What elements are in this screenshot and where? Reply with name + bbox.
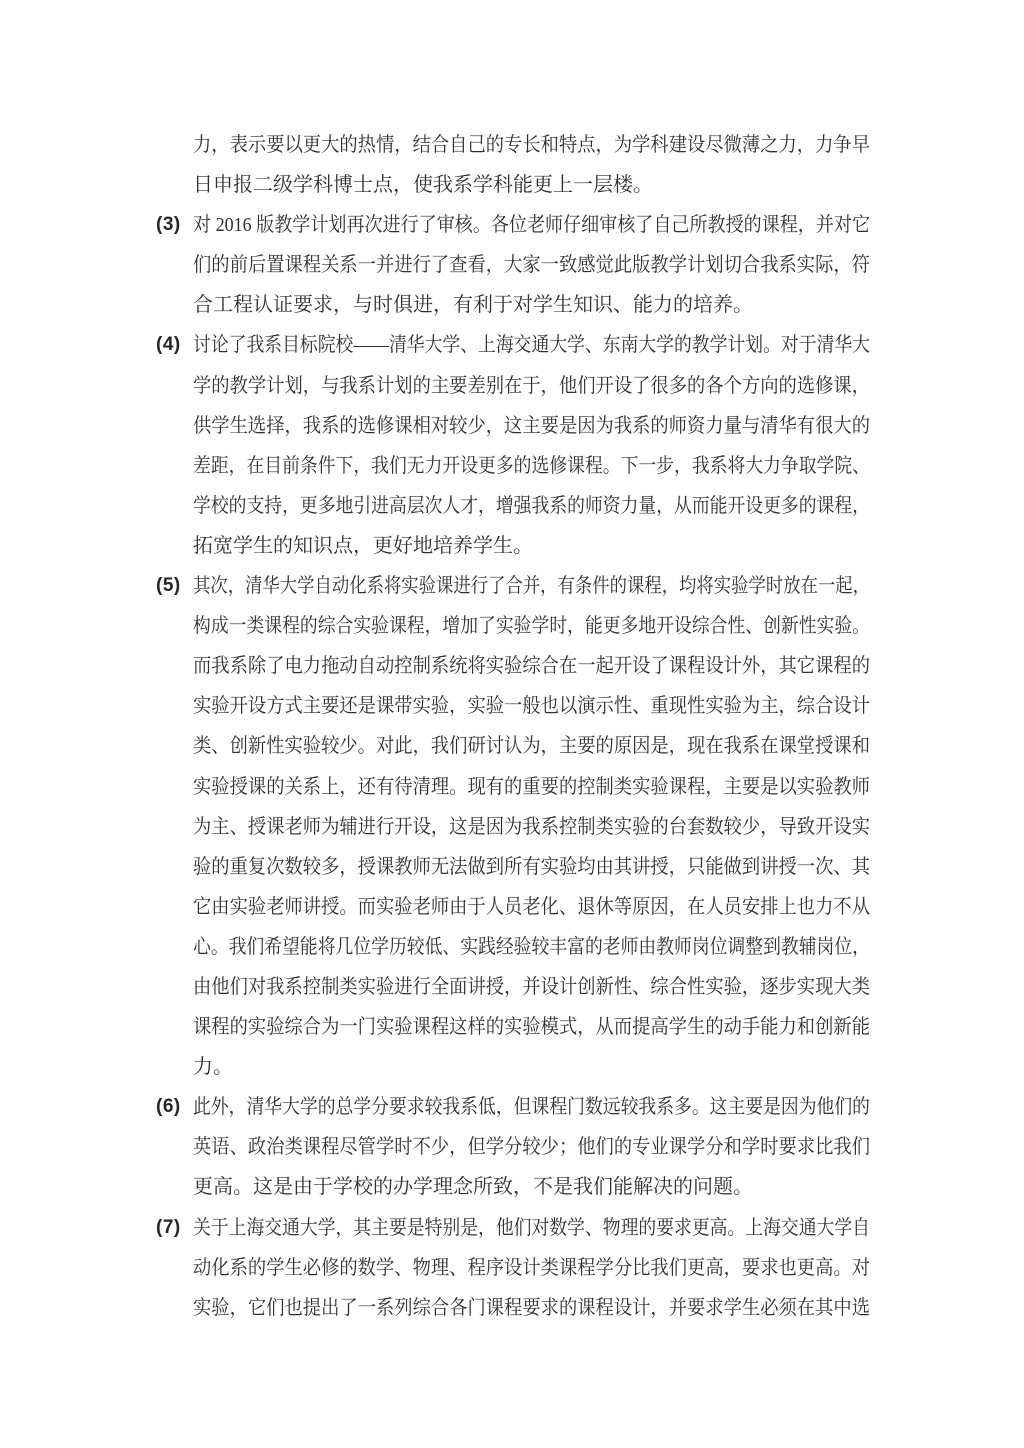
text-line <box>193 1167 870 1207</box>
text-line-content: 学的教学计划，与我系计划的主要差别在于，他们开设了很多的各个方向的选修课， <box>193 374 870 397</box>
text-line <box>193 807 870 847</box>
text-line <box>193 526 870 566</box>
text-line <box>193 446 870 486</box>
paragraph <box>156 125 870 205</box>
text-line <box>193 967 870 1007</box>
text-line-content: 合工程认证要求，与时俱进，有利于对学生知识、能力的培养。 <box>193 294 753 317</box>
text-line <box>193 366 870 406</box>
text-line-content: 为主、授课老师为辅进行开设，这是因为我系控制类实验的台套数较少，导致开设实 <box>193 815 870 838</box>
paragraph-number: (3) <box>156 214 181 236</box>
text-line <box>193 887 870 927</box>
text-line <box>193 285 870 325</box>
paragraph <box>156 566 870 1087</box>
text-line <box>193 406 870 446</box>
text-line-content: 它由实验老师讲授。而实验老师由于人员老化、退休等原因，在人员安排上也力不从 <box>193 895 870 918</box>
text-line-content: 供学生选择，我系的选修课相对较少，这主要是因为我系的师资力量与清华有很大的 <box>193 414 870 437</box>
text-line <box>193 205 870 245</box>
text-line-content: 此外，清华大学的总学分要求较我系低，但课程门数远较我系多。这主要是因为他们的 <box>193 1096 870 1119</box>
text-line <box>193 486 870 526</box>
text-line-content: 验的重复次数较多，授课教师无法做到所有实验均由其讲授，只能做到讲授一次、其 <box>193 855 870 878</box>
text-line <box>193 726 870 766</box>
text-line <box>193 245 870 285</box>
text-line <box>193 767 870 807</box>
text-line <box>193 606 870 646</box>
text-line-content: 力，表示要以更大的热情，结合自己的专长和特点，为学科建设尽微薄之力，力争早 <box>193 134 870 156</box>
text-line-content: 力。 <box>193 1056 233 1079</box>
paragraph-number: (7) <box>156 1216 181 1238</box>
paragraph-number: (5) <box>156 575 181 597</box>
paragraph <box>156 205 870 325</box>
text-line-content: 而我系除了电力拖动自动控制系统将实验综合在一起开设了课程设计外，其它课程的 <box>193 655 870 678</box>
text-line <box>193 927 870 967</box>
text-line <box>193 1047 870 1087</box>
text-line-content: 由他们对我系控制类实验进行全面讲授，并设计创新性、综合性实验，逐步实现大类 <box>193 975 870 998</box>
paragraph <box>156 1208 870 1328</box>
text-line <box>193 1288 870 1328</box>
text-line <box>193 325 870 365</box>
paragraph <box>156 325 870 566</box>
paragraph-number: (4) <box>156 334 181 356</box>
paragraph-number: (6) <box>156 1096 181 1118</box>
text-line <box>193 165 870 205</box>
text-line-content: 课程的实验综合为一门实验课程这样的实验模式，从而提高学生的动手能力和创新能 <box>193 1016 870 1039</box>
text-line-content: 心。我们希望能将几位学历较低、实践经验较丰富的老师由教师岗位调整到教辅岗位， <box>193 935 870 958</box>
text-line-content: 英语、政治类课程尽管学时不少，但学分较少；他们的专业课学分和学时要求比我们 <box>193 1136 870 1159</box>
text-line-content: 差距，在目前条件下，我们无力开设更多的选修课程。下一步，我系将大力争取学院、 <box>193 454 870 477</box>
text-line-content: 日申报二级学科博士点，使我系学科能更上一层楼。 <box>193 174 653 197</box>
text-line-content: 动化系的学生必修的数学、物理、程序设计类课程学分比我们更高，要求也更高。对 <box>193 1256 870 1279</box>
text-line <box>193 1208 870 1248</box>
text-line-content: 学校的支持，更多地引进高层次人才，增强我系的师资力量，从而能开设更多的课程， <box>193 494 870 517</box>
text-line <box>193 1248 870 1288</box>
text-line-content: 更高。这是由于学校的办学理念所致，不是我们能解决的问题。 <box>193 1176 753 1199</box>
text-line-content: 对 2016 版教学计划再次进行了审核。各位老师仔细审核了自己所教授的课程，并对它 <box>193 214 870 237</box>
text-line <box>193 1087 870 1127</box>
text-line <box>193 847 870 887</box>
text-line-content: 其次，清华大学自动化系将实验课进行了合并，有条件的课程，均将实验学时放在一起， <box>193 575 870 598</box>
text-line-content: 实验授课的关系上，还有待清理。现有的重要的控制类实验课程，主要是以实验教师 <box>193 775 870 798</box>
text-line-content: 实验开设方式主要还是课带实验，实验一般也以演示性、重现性实验为主，综合设计 <box>193 695 870 718</box>
text-line <box>193 1127 870 1167</box>
text-line-content: 构成一类课程的综合实验课程，增加了实验学时，能更多地开设综合性、创新性实验。 <box>193 615 870 638</box>
document-body <box>156 125 870 1328</box>
text-line <box>193 125 870 165</box>
text-line-content: 实验，它们也提出了一系列综合各门课程要求的课程设计，并要求学生必须在其中选 <box>193 1296 870 1319</box>
text-line-content: 讨论了我系目标院校——清华大学、上海交通大学、东南大学的教学计划。对于清华大 <box>193 334 870 357</box>
text-line-content: 们的前后置课程关系一并进行了查看，大家一致感觉此版教学计划切合我系实际，符 <box>193 254 870 277</box>
text-line-content: 类、创新性实验较少。对此，我们研讨认为，主要的原因是，现在我系在课堂授课和 <box>193 735 870 758</box>
text-line <box>193 566 870 606</box>
text-line <box>193 646 870 686</box>
text-line-content: 关于上海交通大学，其主要是特别是，他们对数学、物理的要求更高。上海交通大学自 <box>193 1216 870 1239</box>
text-line <box>193 686 870 726</box>
text-line-content: 拓宽学生的知识点，更好地培养学生。 <box>193 534 533 557</box>
text-line <box>193 1007 870 1047</box>
paragraph <box>156 1087 870 1207</box>
